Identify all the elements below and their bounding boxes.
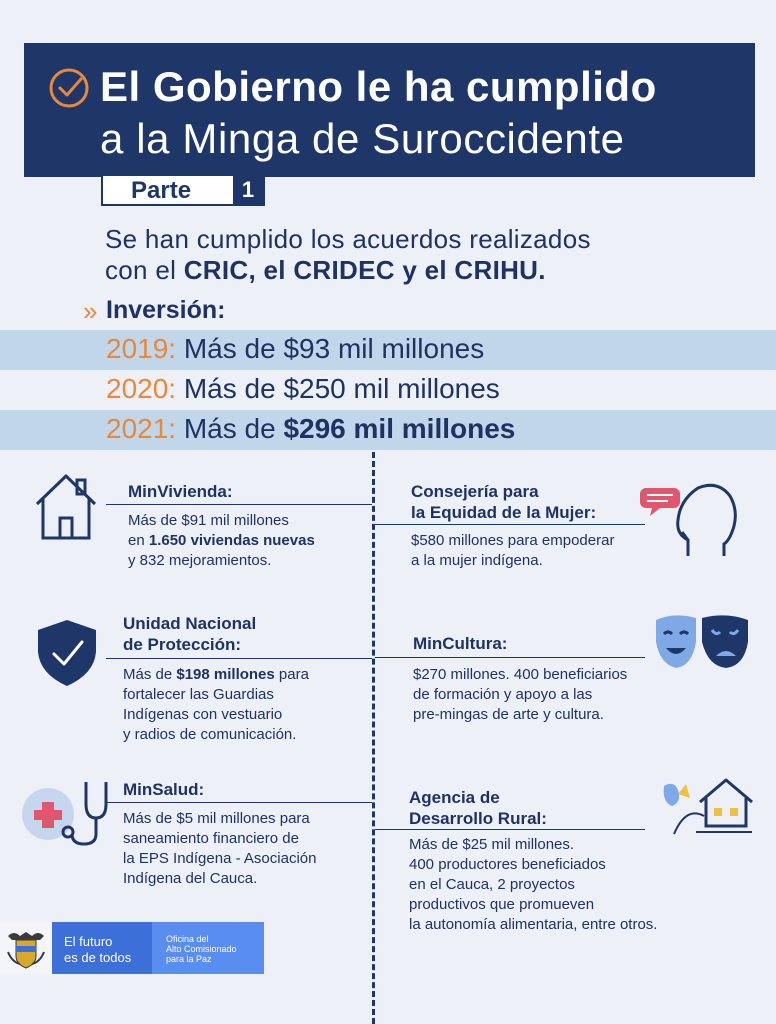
page-subtitle: a la Minga de Suroccidente <box>100 115 625 162</box>
amount-value: $296 mil millones <box>283 413 516 444</box>
body-line: y radios de comunicación. <box>123 726 297 743</box>
unp-body <box>123 665 309 745</box>
amount-prefix: Más de <box>176 413 284 444</box>
amount-prefix: Más de <box>176 373 284 404</box>
body-line: $270 millones. 400 beneficiarios <box>413 666 628 683</box>
intro-text <box>105 224 591 286</box>
amount-value: $93 mil millones <box>283 333 485 364</box>
slogan-line: El futuro <box>64 934 113 949</box>
amount-value: $250 mil millones <box>283 373 500 404</box>
check-circle-icon <box>48 67 90 109</box>
year-label: 2019: <box>106 333 177 364</box>
section-rule <box>106 504 372 505</box>
intro-orgs: CRIC, el CRIDEC y el CRIHU. <box>183 255 546 285</box>
body-prefix: en <box>128 532 149 549</box>
mincultura-body <box>413 665 627 725</box>
investment-row-2020 <box>0 370 776 410</box>
parte-tag <box>101 176 265 206</box>
page-title: El Gobierno le ha cumplido <box>100 63 657 110</box>
body-suffix: para <box>274 666 309 683</box>
year-label: 2020: <box>106 373 177 404</box>
office-block <box>152 922 264 974</box>
mujer-body <box>411 531 614 571</box>
minsalud-body <box>123 809 316 889</box>
body-line: Indígenas con vestuario <box>123 706 283 723</box>
adr-body <box>409 835 657 935</box>
title-line: la Equidad de la Mujer: <box>411 503 597 522</box>
coat-of-arms-logo <box>0 922 52 974</box>
head-speech-icon <box>638 482 742 560</box>
parte-label: Parte <box>131 177 192 204</box>
body-line: la EPS Indígena - Asociación <box>123 850 317 867</box>
unp-title <box>123 613 256 655</box>
body-line: la autonomía alimentaria, entre otros. <box>409 916 658 933</box>
investment-row-2021 <box>0 410 776 450</box>
intro-line1: Se han cumplido los acuerdos realizados <box>105 224 591 254</box>
office-line: Alto Comisionado <box>166 944 237 954</box>
body-line: 400 productores beneficiados <box>409 856 606 873</box>
house-icon <box>33 472 99 542</box>
body-highlight: $198 millones <box>176 666 275 683</box>
body-line: a la mujer indígena. <box>411 552 543 569</box>
title-line: de Protección: <box>123 635 242 654</box>
body-line: fortalecer las Guardias <box>123 686 274 703</box>
body-line: $580 millones para empoderar <box>411 532 615 549</box>
slogan-block <box>52 922 152 974</box>
dashed-divider <box>372 452 375 1024</box>
amount-prefix: Más de <box>176 333 284 364</box>
investment-title: Inversión: <box>106 296 226 324</box>
section-rule <box>106 658 372 659</box>
stethoscope-icon <box>20 778 110 850</box>
year-label: 2021: <box>106 413 177 444</box>
minsalud-title: MinSalud: <box>123 780 205 799</box>
shield-check-icon <box>36 618 98 688</box>
body-line: de formación y apoyo a las <box>413 686 593 703</box>
section-rule <box>375 829 645 830</box>
intro-line2 <box>105 255 591 286</box>
section-rule <box>375 657 645 658</box>
header-banner <box>24 43 755 177</box>
section-rule <box>375 524 645 525</box>
rural-house-icon <box>656 776 754 836</box>
title-line: Agencia de <box>409 788 500 807</box>
body-line: en el Cauca, 2 proyectos <box>409 876 575 893</box>
body-line: Más de $5 mil millones para <box>123 810 310 827</box>
title-line: Desarrollo Rural: <box>409 809 547 828</box>
mujer-title <box>411 481 596 523</box>
office-line: para la Paz <box>166 954 212 964</box>
mincultura-title: MinCultura: <box>413 634 508 653</box>
adr-title <box>409 787 547 829</box>
slogan-line: es de todos <box>64 950 132 965</box>
body-line: pre-mingas de arte y cultura. <box>413 706 604 723</box>
body-line: Indígena del Cauca. <box>123 870 258 887</box>
body-line: saneamiento financiero de <box>123 830 299 847</box>
intro-prefix: con el <box>105 255 184 285</box>
title-line: Unidad Nacional <box>123 614 257 633</box>
office-line: Oficina del <box>166 934 209 944</box>
minvivienda-title: MinVivienda: <box>128 482 233 501</box>
body-line <box>128 531 315 551</box>
body-line: Más de $25 mil millones. <box>409 836 575 853</box>
theater-masks-icon <box>652 612 752 672</box>
minvivienda-body <box>128 511 315 571</box>
title-line: Consejería para <box>411 482 539 501</box>
double-chevron-icon: » <box>83 296 98 326</box>
coat-of-arms-icon <box>0 922 52 974</box>
investment-row-2019 <box>0 330 776 370</box>
body-prefix: Más de <box>123 666 177 683</box>
section-rule <box>106 802 372 803</box>
parte-number: 1 <box>233 176 263 204</box>
body-line: Más de $91 mil millones <box>128 512 289 529</box>
body-line: y 832 mejoramientos. <box>128 552 272 569</box>
body-line: productivos que promueven <box>409 896 595 913</box>
body-line <box>123 665 309 685</box>
body-highlight: 1.650 viviendas nuevas <box>148 532 315 549</box>
